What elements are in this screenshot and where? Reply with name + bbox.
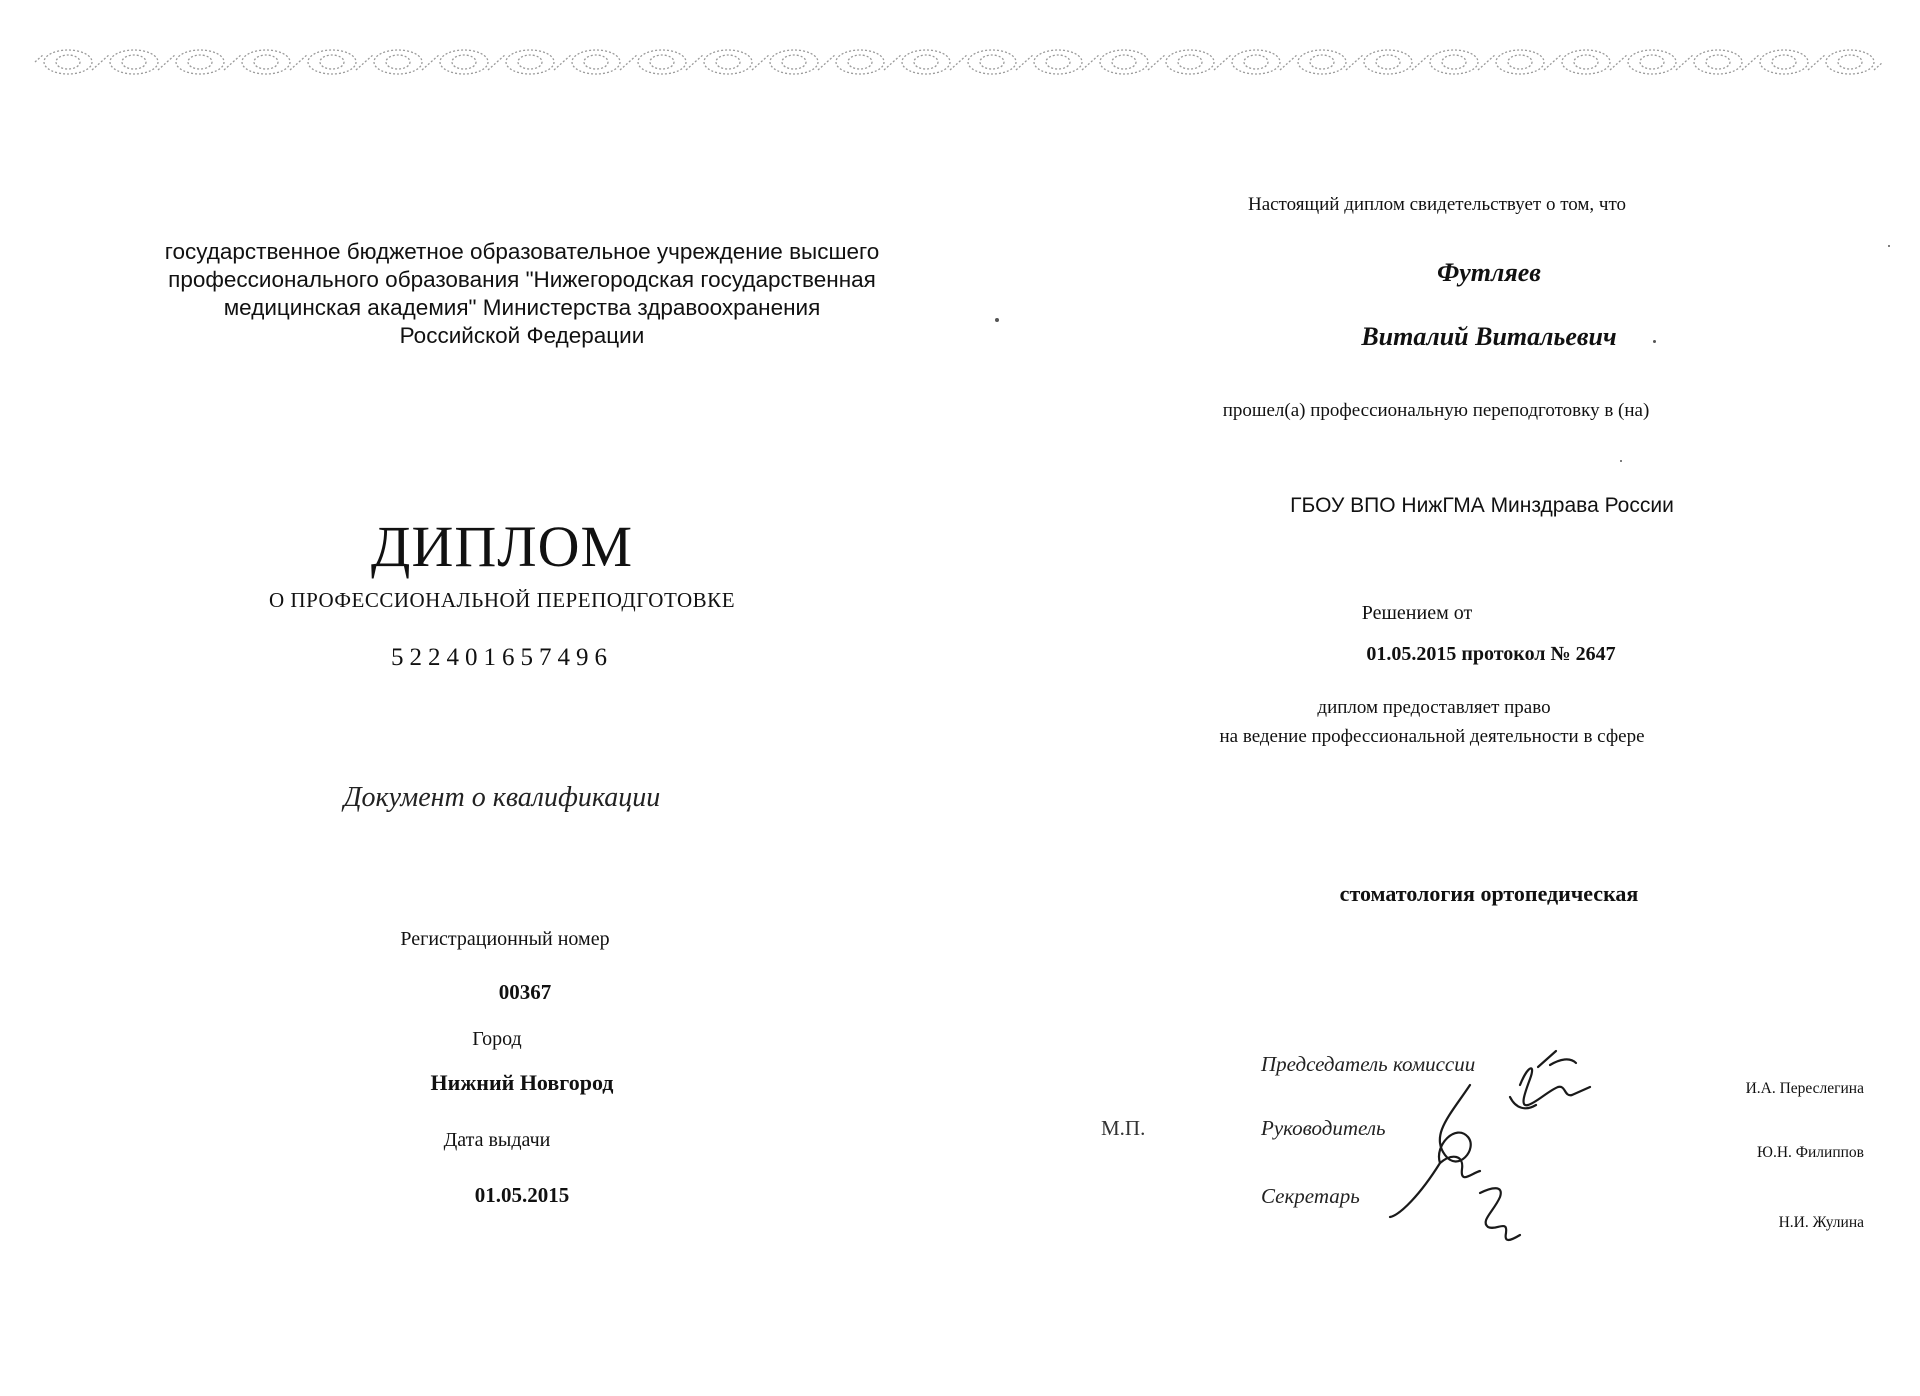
- ornament-motif: [1751, 50, 1817, 74]
- role-secretary: Секретарь: [1261, 1184, 1360, 1208]
- ornament-motif: [695, 50, 761, 74]
- document-type: Документ о квалификации: [343, 782, 661, 813]
- scan-speck: [1888, 245, 1890, 247]
- ornament-motif: [1157, 50, 1223, 74]
- ornament-motif: [431, 50, 497, 74]
- registration-label: Регистрационный номер: [400, 928, 610, 950]
- ornament-motif: [893, 50, 959, 74]
- role-chairman: Председатель комиссии: [1261, 1052, 1476, 1076]
- holder-given-names: Виталий Витальевич: [1361, 322, 1617, 351]
- name-secretary: Н.И. Жулина: [1778, 1214, 1864, 1231]
- diploma-title: ДИПЛОМ: [370, 514, 634, 579]
- ornament-motif: [497, 50, 563, 74]
- ornament-motif: [1553, 50, 1619, 74]
- issue-date-label: Дата выдачи: [443, 1129, 551, 1151]
- name-head: Ю.Н. Филиппов: [1757, 1144, 1864, 1161]
- scan-speck: [995, 318, 999, 322]
- specialty: стоматология ортопедическая: [1339, 881, 1639, 906]
- institution-name: государственное бюджетное образовательное учреждение высшего профессионального образования "Нижегородская государственная медицинская академия" Министерства здравоохранения Российской Федерации: [164, 239, 880, 348]
- serial-number: 522401657496: [391, 644, 613, 671]
- name-chairman: И.А. Переслегина: [1745, 1080, 1864, 1097]
- training-organization: ГБОУ ВПО НижГМА Минздрава России: [1290, 494, 1674, 517]
- ornament-motif: [1091, 50, 1157, 74]
- city-value: Нижний Новгород: [430, 1070, 614, 1095]
- decision-label: Решением от: [1361, 602, 1473, 624]
- issue-date-value: 01.05.2015: [474, 1183, 570, 1207]
- ornament-motif: [1487, 50, 1553, 74]
- rights-line-1: диплом предоставляет право: [1317, 697, 1551, 718]
- holder-surname: Футляев: [1437, 258, 1541, 287]
- diploma-subtitle: О ПРОФЕССИОНАЛЬНОЙ ПЕРЕПОДГОТОВКЕ: [268, 588, 736, 612]
- scan-speck: [1653, 340, 1656, 343]
- role-head: Руководитель: [1261, 1116, 1386, 1140]
- decision-details: 01.05.2015 протокол № 2647: [1366, 643, 1616, 665]
- ornament-motif: [629, 50, 695, 74]
- completed-text: прошел(а) профессиональную переподготовку в (на): [1222, 400, 1650, 421]
- ornament-motif: [233, 50, 299, 74]
- rights-line-2: на ведение профессиональной деятельности в сфере: [1219, 726, 1645, 747]
- stamp-place: М.П.: [1101, 1116, 1146, 1140]
- scan-speck: [1620, 460, 1622, 462]
- ornament-motif: [1025, 50, 1091, 74]
- ornament-motif: [1289, 50, 1355, 74]
- ornament-motif: [365, 50, 431, 74]
- ornament-border: [30, 38, 1900, 86]
- ornament-motif: [827, 50, 893, 74]
- ornament-motif: [761, 50, 827, 74]
- ornament-motif: [1223, 50, 1289, 74]
- ornament-motif: [1421, 50, 1487, 74]
- registration-number: 00367: [498, 980, 552, 1004]
- ornament-motif: [1619, 50, 1685, 74]
- ornament-motif: [101, 50, 167, 74]
- handwritten-signatures: [1360, 1045, 1660, 1255]
- city-label: Город: [472, 1028, 522, 1050]
- certification-intro: Настоящий диплом свидетельствует о том, что: [1247, 194, 1627, 215]
- ornament-motif: [167, 50, 233, 74]
- ornament-motif: [959, 50, 1025, 74]
- ornament-motif: [563, 50, 629, 74]
- ornament-motif: [299, 50, 365, 74]
- ornament-motif: [1355, 50, 1421, 74]
- ornament-motif: [35, 50, 101, 74]
- ornament-motif: [1817, 50, 1883, 74]
- ornament-motif: [1685, 50, 1751, 74]
